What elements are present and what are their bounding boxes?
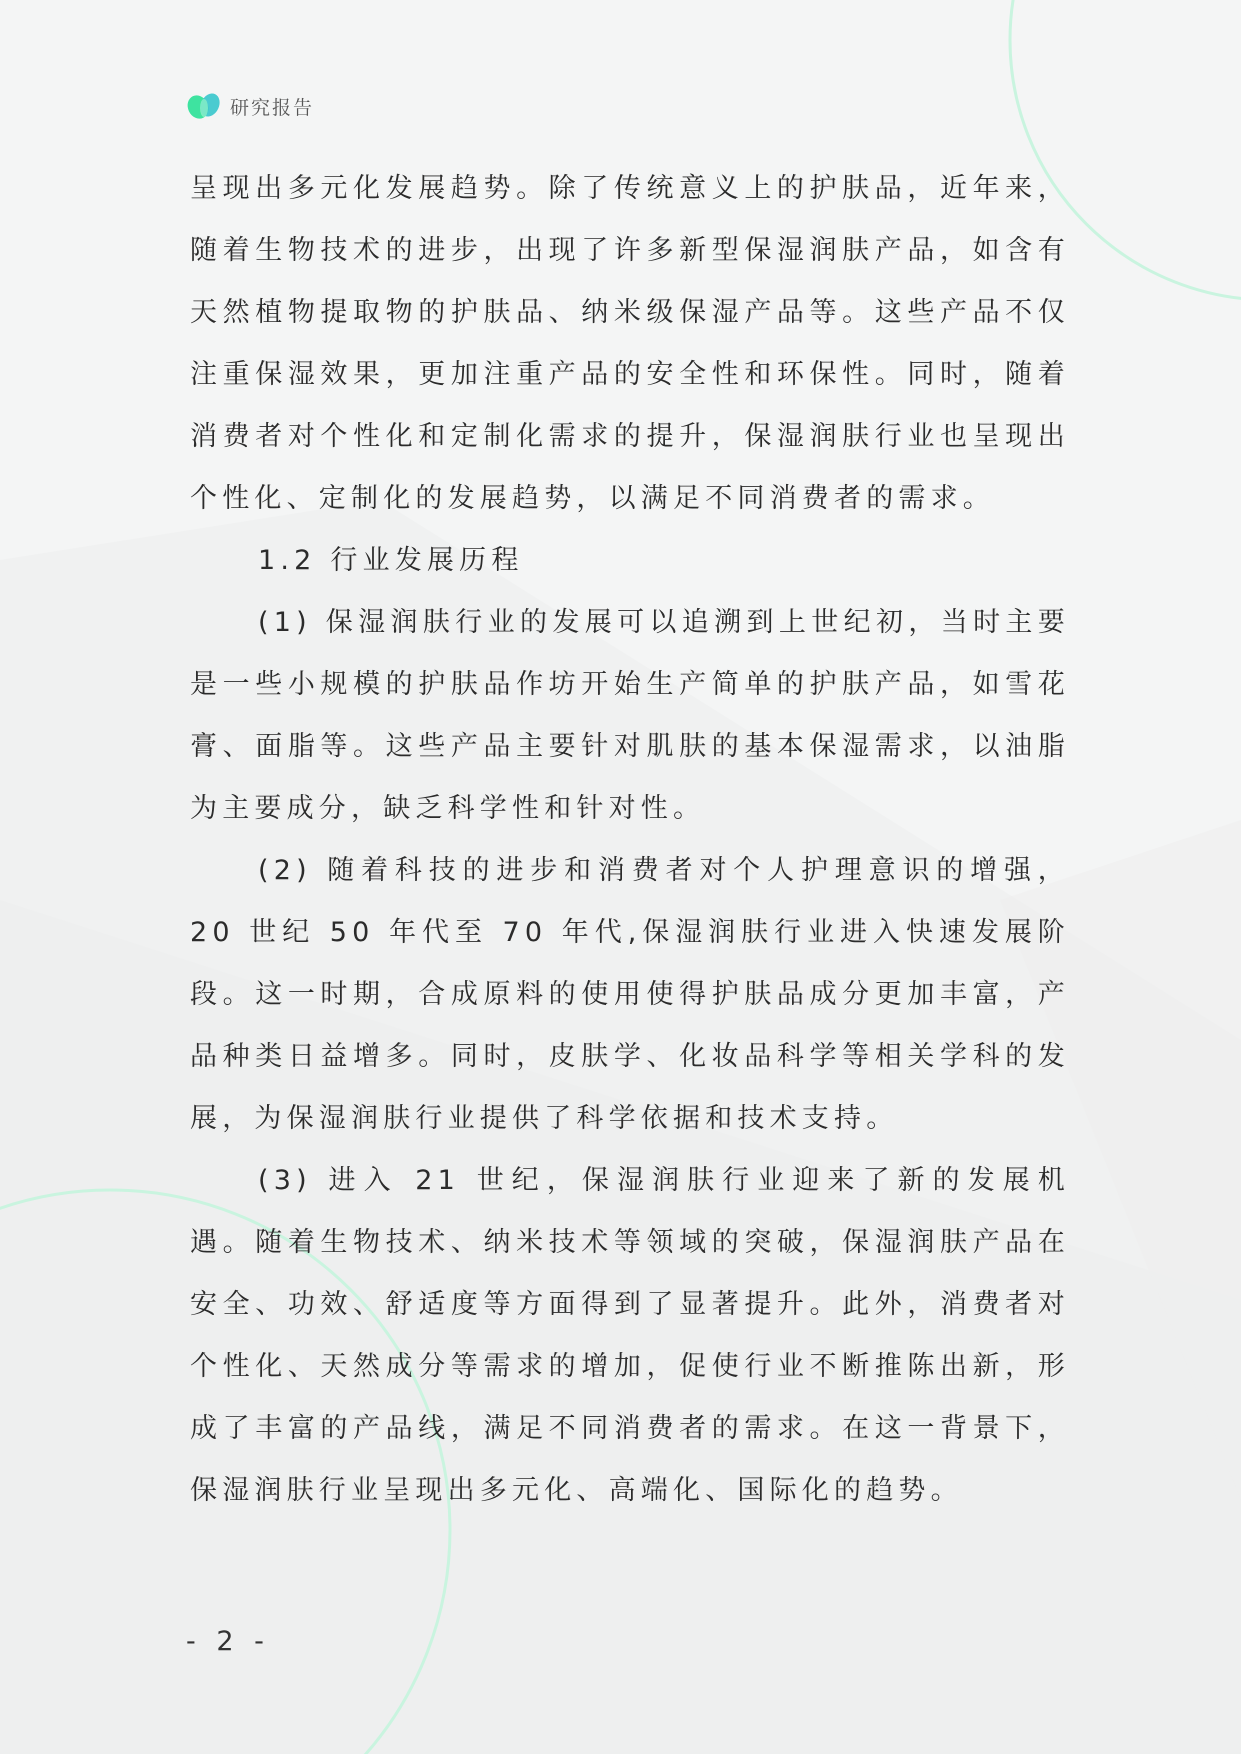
- leaf-logo-icon: [186, 91, 222, 121]
- paragraph-intro-continuation: 呈现出多元化发展趋势。除了传统意义上的护肤品，近年来，随着生物技术的进步，出现了许多新型保湿润肤产品，如含有天然植物提取物的护肤品、纳米级保湿产品等。这些产品不仅注重保湿效果，更加注重产品的安全性和环保性。同时，随着消费者对个性化和定制化需求的提升，保湿润肤行业也呈现出个性化、定制化的发展趋势，以满足不同消费者的需求。: [190, 173, 1070, 514]
- paragraph-history-2: (2) 随着科技的进步和消费者对个人护理意识的增强，20 世纪 50 年代至 70 年代,保湿润肤行业进入快速发展阶段。这一时期，合成原料的使用使得护肤品成分更加丰富，产品种类日益增多。同时，皮肤学、化妆品科学等相关学科的发展，为保湿润肤行业提供了科学依据和技术支持。: [190, 855, 1070, 1134]
- paragraph-history-3: (3) 进入 21 世纪，保湿润肤行业迎来了新的发展机遇。随着生物技术、纳米技术等领域的突破，保湿润肤产品在安全、功效、舒适度等方面得到了显著提升。此外，消费者对个性化、天然成分等需求的增加，促使行业不断推陈出新，形成了丰富的产品线，满足不同消费者的需求。在这一背景下，保湿润肤行业呈现出多元化、高端化、国际化的趋势。: [190, 1165, 1070, 1506]
- report-header: [186, 88, 314, 124]
- paragraph-history-1: (1) 保湿润肤行业的发展可以追溯到上世纪初，当时主要是一些小规模的护肤品作坊开始生产简单的护肤产品，如雪花膏、面脂等。这些产品主要针对肌肤的基本保湿需求，以油脂为主要成分，缺乏科学性和针对性。: [190, 607, 1070, 824]
- page-number: - 2 -: [186, 1626, 270, 1657]
- section-heading-1-2: 1.2 行业发展历程: [258, 545, 524, 576]
- document-body: [190, 158, 1070, 1522]
- header-title: 研究报告: [230, 96, 315, 119]
